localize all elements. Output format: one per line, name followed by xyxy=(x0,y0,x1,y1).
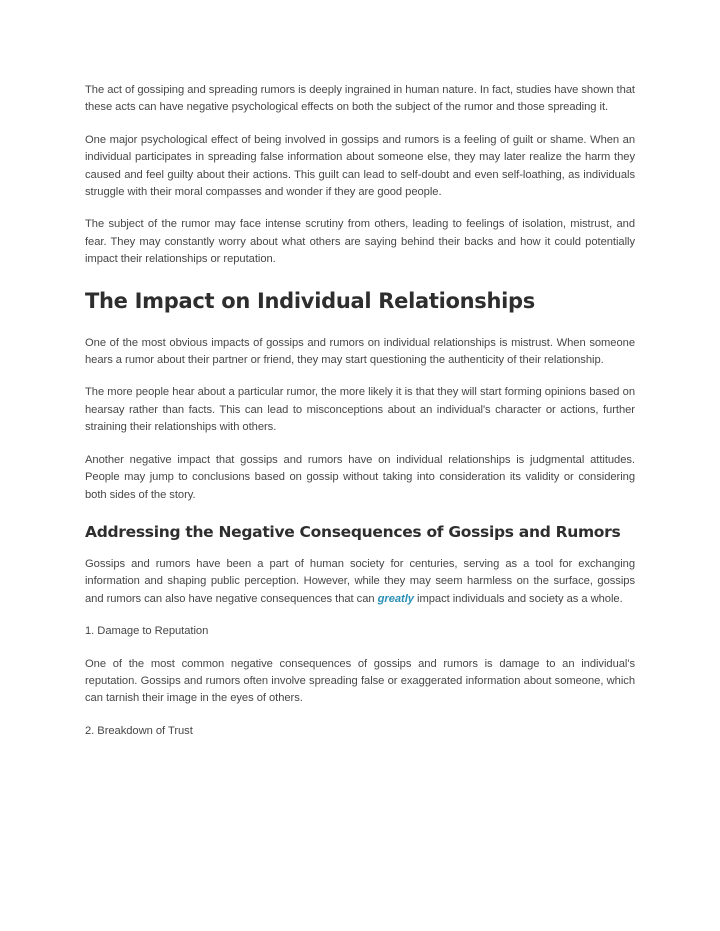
relationships-paragraph-2: The more people hear about a particular rumor, the more likely it is that they will start forming opinions based on hearsay rather than facts. This can lead to misconceptions about an individual's character or actions, further straining their relationships with others. xyxy=(85,386,635,434)
consequences-text-after-link: impact individuals and society as a whole. xyxy=(413,592,623,605)
intro-paragraph-3: The subject of the rumor may face intense scrutiny from others, leading to feelings of isolation, mistrust, and fear. They may constantly worry about what others are saying behind their backs and how it could potentially impact their relationships or reputation. xyxy=(85,218,635,266)
document-page xyxy=(85,82,635,740)
consequences-paragraph-2: One of the most common negative consequences of gossips and rumors is damage to an individual's reputation. Gossips and rumors often involve spreading false or exaggerated information about someone, which can tarnish their image in the eyes of others. xyxy=(85,657,635,705)
section-heading-relationships: The Impact on Individual Relationships xyxy=(85,288,535,313)
intro-paragraph-1: The act of gossiping and spreading rumors is deeply ingrained in human nature. In fact, studies have shown that these acts can have negative psychological effects on both the subject of the rumor and those spreading it. xyxy=(85,84,635,114)
relationships-paragraph-3: Another negative impact that gossips and rumors have on individual relationships is judgmental attitudes. People may jump to conclusions based on gossip without taking into consideration its validity or considering both sides of the story. xyxy=(85,453,635,501)
list-item-damage-to-reputation: 1. Damage to Reputation xyxy=(85,625,209,638)
relationships-paragraph-1: One of the most obvious impacts of gossips and rumors on individual relationships is mistrust. When someone hears a rumor about their partner or friend, they may start questioning the authenticity of their relationship. xyxy=(85,336,635,367)
greatly-link[interactable]: greatly xyxy=(377,592,414,605)
section-heading-consequences: Addressing the Negative Consequences of Gossips and Rumors xyxy=(85,522,621,541)
list-item-breakdown-of-trust: 2. Breakdown of Trust xyxy=(85,724,193,737)
intro-paragraph-2: One major psychological effect of being involved in gossips and rumors is a feeling of guilt or shame. When an individual participates in spreading false information about someone else, they may later realize the harm they caused and feel guilty about their actions. This guilt can lead to self-doubt and even self-loathing, as individuals struggle with their moral compasses and wonder if they are good people. xyxy=(85,133,635,199)
consequences-text-before-link: Gossips and rumors have been a part of human society for centuries, serving as a tool for exchanging information and shaping public perception. However, while they may seem harmless on the surface, gossips and rumors can also have negative consequences that can xyxy=(85,557,635,605)
consequences-paragraph-1 xyxy=(85,556,635,608)
